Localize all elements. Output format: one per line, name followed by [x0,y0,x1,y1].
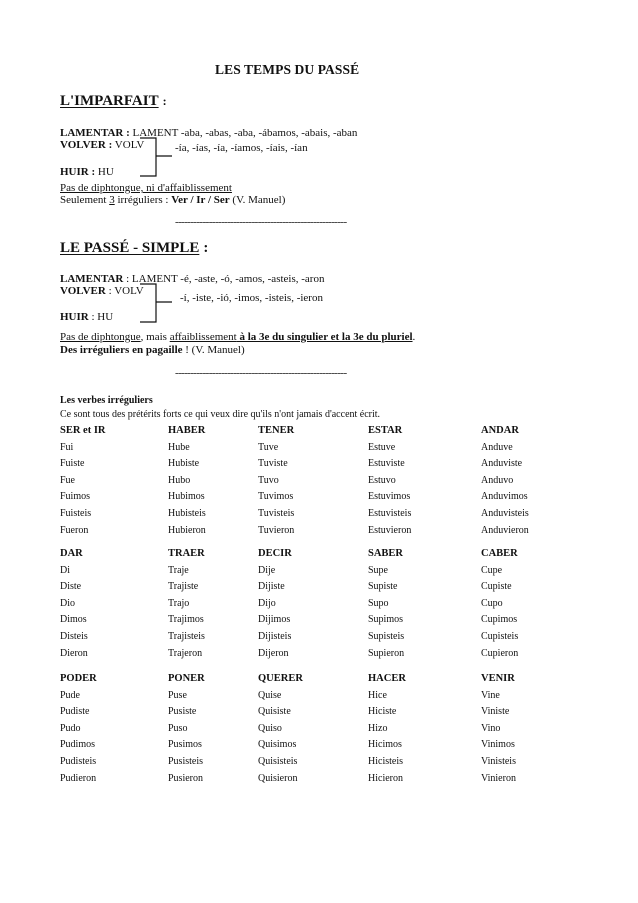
verb-form: Estuvisteis [368,508,412,519]
verb-form: Pusiste [168,706,197,718]
verb-header: ESTAR [368,425,403,436]
huir-label: HUIR : [60,166,96,178]
verb-form: Fuimos [60,491,91,503]
verb-form: Tuvo [258,474,279,486]
verb-form: Anduve [481,441,513,453]
note-text: , mais [140,331,170,343]
verb-form: Trajimos [168,614,204,626]
imparfait-shared-endings: -ía, -ías, -ía, -íamos, -íais, -ían [175,142,308,154]
volver-label: VOLVER : [60,139,113,151]
verb-form: Hicisteis [368,756,403,767]
passe-volver-line [60,285,144,298]
separator-2: -------------------------------------------------------- [175,367,347,379]
verb-form: Cupieron [481,647,519,659]
verb-form: Traje [168,564,189,576]
imparfait-note-1: Pas de diphtongue, ni d'affaiblissement [60,182,232,194]
verb-form: Trajisteis [168,631,205,642]
verb-form: Pusisteis [168,756,204,767]
verb-form: Vino [481,722,501,734]
huir-stem: : HU [88,311,114,323]
volver-stem: : VOLV [105,285,144,297]
verb-form: Pusieron [168,772,203,784]
verb-form: Tuvimos [258,491,294,503]
verb-form: Anduvisteis [481,508,529,519]
verb-form: Cupisteis [481,631,519,642]
verb-form: Quisieron [258,772,298,784]
verb-form: Estuvieron [368,524,412,536]
verb-form: Fuiste [60,458,85,470]
verb-form: Pude [60,689,80,701]
irregulars-heading: Les verbes irréguliers [60,395,153,406]
note-text: irréguliers : [114,194,172,206]
verb-form: Fui [60,441,74,453]
verb-header: SER et IR [60,425,106,436]
verb-header: TENER [258,425,295,436]
verb-form: Hubiste [168,458,200,470]
verb-form: Dio [60,597,75,609]
verb-form: Trajeron [168,647,203,659]
verb-form: Quiso [258,722,282,734]
verb-form: Supiste [368,581,398,593]
note-text: affaiblissement [169,331,237,343]
imparfait-note-2 [60,194,285,207]
verb-form: Fue [60,474,75,486]
verb-form: Estuve [368,441,396,453]
verb-form: Cupe [481,564,503,576]
verb-form: Dieron [60,647,88,659]
verb-form: Pudieron [60,772,97,784]
passe-simple-heading [60,240,208,257]
verb-header: ANDAR [481,425,519,436]
verb-form: Viniste [481,706,510,718]
verb-form: Puso [168,722,188,734]
verb-form: Diste [60,581,82,593]
irregulars-description: Ce sont tous des prétérits forts ce qui veux dire qu'ils n'ont jamais d'accent écrit. [60,409,381,420]
verb-form: Di [60,564,70,576]
verb-form: Pudimos [60,739,96,751]
verb-form: Pudiste [60,706,90,718]
verb-form: Hice [368,689,387,701]
imparfait-huir-line [60,166,114,179]
verb-form: Supimos [368,614,404,626]
note-text: (V. Manuel) [229,194,286,206]
verb-form: Puse [168,689,187,701]
verb-form: Quisisteis [258,756,298,767]
verb-form: Cupiste [481,581,512,593]
verb-form: Anduvieron [481,524,529,536]
note-text: Pas de diphtongue [60,331,141,343]
verb-form: Tuviste [258,458,288,470]
verb-form: Dijeron [258,647,289,659]
verb-form: Vine [481,689,500,701]
verb-form: Hubo [168,474,191,486]
verb-form: Supieron [368,647,405,659]
verb-form: Anduviste [481,458,523,470]
page-title: LES TEMPS DU PASSÉ [215,62,360,77]
verb-form: Estuvo [368,474,396,486]
note-text: Seulement [60,194,110,206]
verb-form: Hubieron [168,524,206,536]
imparfait-heading [60,93,167,110]
verb-header: PONER [168,673,205,684]
verb-header: HACER [368,673,406,684]
verb-header: TRAER [168,548,205,559]
verb-form: Pudo [60,722,81,734]
verb-form: Dijiste [258,581,285,593]
verb-form: Supe [368,564,388,576]
verb-header: QUERER [258,673,303,684]
verb-form: Hiciste [368,706,397,718]
verb-form: Vinimos [481,739,515,751]
note-text: ! (V. Manuel) [182,344,245,356]
verb-form: Dijimos [258,614,291,626]
note-number: 3 [109,194,115,206]
note-emphasis: Des irréguliers en pagaille [60,344,183,356]
note-text: . [412,331,416,343]
verb-form: Anduvimos [481,491,528,503]
verb-form: Tuve [258,441,279,453]
verb-form: Hicimos [368,739,402,751]
verb-form: Quisiste [258,706,291,718]
brace-icon [138,282,178,326]
lamentar-endings: LAMENT -aba, -abas, -aba, -ábamos, -abais, -aban [129,127,358,139]
verb-form: Dijo [258,597,276,609]
brace-icon [138,136,178,180]
imparfait-heading-text: L'IMPARFAIT [60,93,159,109]
volver-stem: VOLV [112,139,145,151]
verb-form: Trajo [168,597,190,609]
volver-label: VOLVER [60,285,106,297]
verb-form: Pusimos [168,739,202,751]
verb-form: Dijisteis [258,631,292,642]
verb-form: Hizo [368,722,388,734]
verb-form: Trajiste [168,581,199,593]
verb-header: DAR [60,548,83,559]
passe-huir-line [60,311,113,324]
verb-header: CABER [481,548,518,559]
verb-form: Fuisteis [60,508,92,519]
verb-form: Tuvisteis [258,508,295,519]
passe-note-1 [60,331,415,344]
verb-form: Dimos [60,614,87,626]
verb-form: Pudisteis [60,756,97,767]
verb-form: Supo [368,597,389,609]
verb-form: Vinisteis [481,756,516,767]
verb-form: Hube [168,441,190,453]
note-emphasis: à la 3e du singulier et la 3e du pluriel [236,331,413,343]
verb-form: Supisteis [368,631,405,642]
huir-label: HUIR [60,311,89,323]
separator-1: -------------------------------------------------------- [175,216,347,228]
passe-shared-endings: -í, -iste, -ió, -imos, -isteis, -ieron [180,292,323,304]
verb-header: PODER [60,673,97,684]
imparfait-volver-line [60,139,144,152]
lamentar-endings: : LAMENT -é, -aste, -ó, -amos, -asteis, -aron [123,273,325,285]
verb-form: Cupo [481,597,503,609]
huir-stem: HU [95,166,114,178]
verb-form: Cupimos [481,614,518,626]
verb-form: Fueron [60,524,89,536]
verb-form: Vinieron [481,772,516,784]
verb-form: Tuvieron [258,524,295,536]
verb-form: Dije [258,564,276,576]
verb-header: VENIR [481,673,515,684]
verb-header: DECIR [258,548,292,559]
verb-form: Hubisteis [168,508,206,519]
verb-form: Anduvo [481,474,514,486]
lamentar-label: LAMENTAR [60,273,124,285]
verb-form: Quisimos [258,739,297,751]
passe-simple-heading-colon: : [203,240,209,256]
verb-form: Disteis [60,631,88,642]
verb-header: HABER [168,425,206,436]
verb-form: Hubimos [168,491,205,503]
verb-header: SABER [368,548,404,559]
verb-form: Hicieron [368,772,403,784]
verb-form: Estuvimos [368,491,411,503]
verb-form: Estuviste [368,458,405,470]
lamentar-label: LAMENTAR : [60,127,130,139]
verb-form: Quise [258,689,282,701]
passe-simple-heading-text: LE PASSÉ - SIMPLE [60,240,200,256]
imparfait-heading-colon: : [162,94,167,108]
passe-note-2 [60,344,245,357]
note-irregular-verbs: Ver / Ir / Ser [171,194,230,206]
